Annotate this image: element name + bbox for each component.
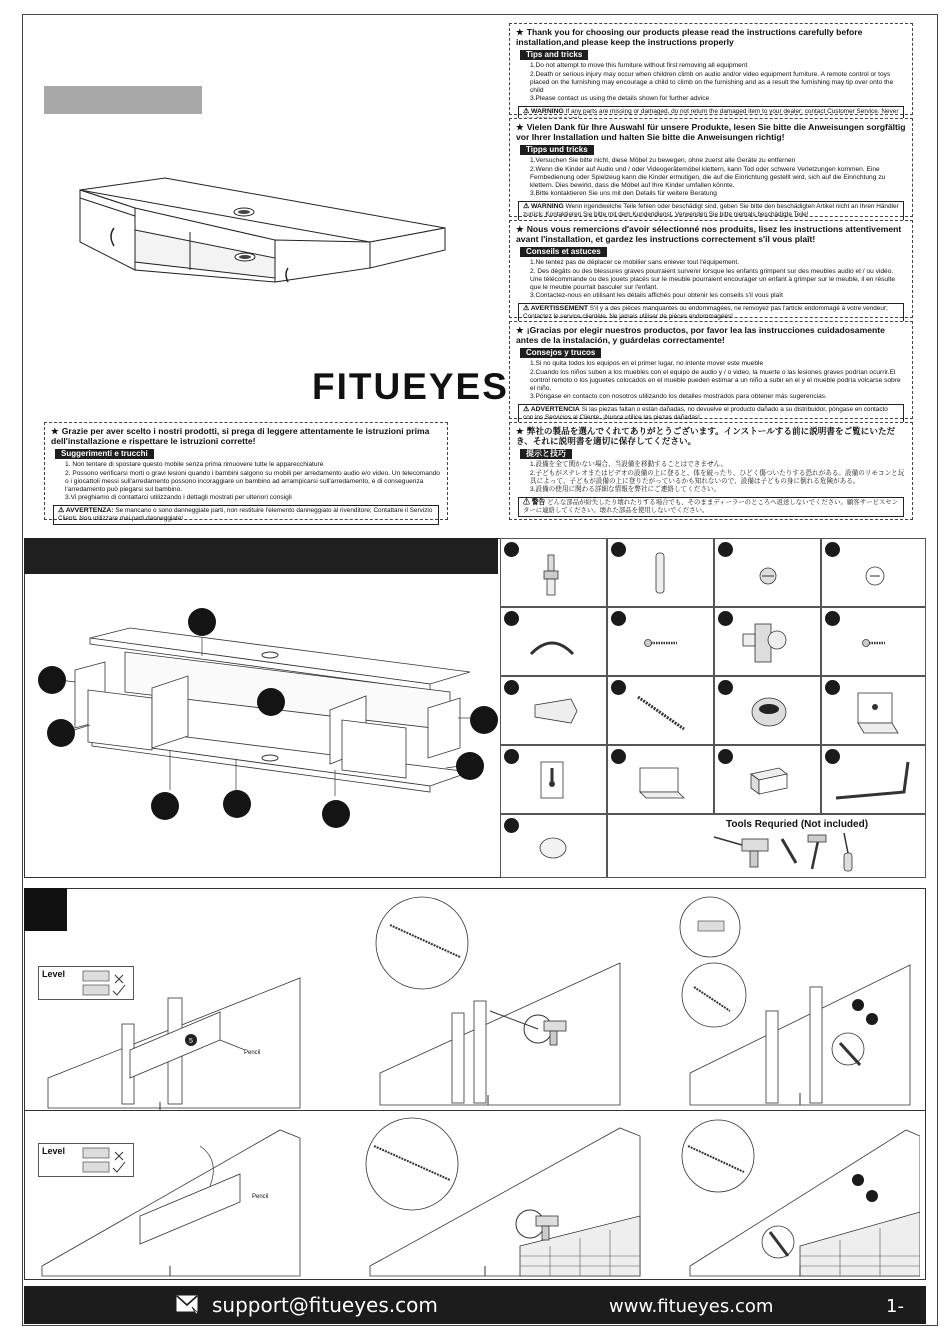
- notice-es: [509, 321, 913, 419]
- notice-it-warning: ⚠ AVVERTENZA: Se mancano o sono danneggiate parti, non restituire l'elemento danneggiato al rivenditore; Contattare il Servizio Clienti. Non utilizzare mai parti danneggiate!: [53, 505, 439, 525]
- notice-fr-item: 3.Contactez-nous en utilisant les détails affichés pour obtenir les conseils s'il vous plaît: [530, 292, 783, 299]
- step-marker: [24, 888, 67, 931]
- step2-drawing: [370, 895, 630, 1110]
- notice-en-tips-label: Tips and tricks: [520, 50, 588, 60]
- notice-de-item: 3.Bitte kontaktieren Sie uns mit den Details für weitere Beratung: [530, 190, 717, 197]
- step4-drawing: [30, 1116, 320, 1281]
- support-email-link[interactable]: support@fitueyes.com: [212, 1293, 438, 1317]
- footer-bar: [24, 1286, 926, 1324]
- notice-ja-item: 1.設備を全て関かない場合、当設備を移動することはできません。: [530, 461, 728, 468]
- part-hanger-plate: [500, 745, 607, 814]
- part-cam-lock: [714, 538, 821, 607]
- notice-ja-item: 2.子どもがステレオまたはビデオの設備の上に登ると、体を破ったり、ひどく傷ついたりする恐れがある。設備のリモコンと玩具によって、子どもが設備の上に登りたがっているかも知れないので、設備は子どもの身に倒れる危険がある。: [530, 469, 905, 485]
- notice-fr-item: 1.Ne tentez pas de déplacer ce mobilier sans enlever tout l'équipement.: [530, 259, 740, 266]
- notice-fr-item: 2. Des dégâts ou des blessures graves pourraient survenir lorsque les enfants grimpent sur des meubles audio et / ou vidéo. Une télécommande ou des jouets placés sur le meuble pourraient encourager un enfant à grimper sur le meuble, il en résulte que le meuble pourrait basculer sur l'enfant.: [530, 267, 896, 291]
- connector-block-icon: [745, 764, 791, 798]
- dowel-icon: [654, 551, 666, 597]
- notice-de-title: ★ Vielen Dank für Ihre Auswahl für unsere Produkte, lesen Sie bitte die Anweisungen sorgfältig vor Ihrer Installation und halten Sie bitte die Anweisungen richtig!: [516, 122, 906, 142]
- step1-pencil-label: Pencil: [244, 1050, 261, 1056]
- hanger-plate-icon: [537, 758, 567, 802]
- hinge-icon: [739, 618, 799, 668]
- warning-icon: ⚠: [523, 499, 530, 506]
- part-shelf-support: [607, 745, 714, 814]
- long-screw-icon: [634, 691, 690, 735]
- part-wall-anchor: [500, 676, 607, 745]
- warning-icon: ⚠: [58, 507, 65, 514]
- notice-ja: [509, 422, 913, 520]
- handle-icon: [527, 630, 577, 660]
- wall-anchor-icon: [531, 695, 581, 729]
- part-short-screw: [607, 607, 714, 676]
- notice-en-warning: ⚠ WARNING If any parts are missing or damaged, do not return the damaged item to your dealer; contact Customer Service. Never: [518, 106, 904, 126]
- notice-en-item: 1.Do not attempt to move this furniture without first removing all equipment: [530, 62, 748, 69]
- notice-de-tips-label: Tipps und tricks: [520, 145, 594, 155]
- step4-level-indicator: [38, 1143, 134, 1177]
- notice-es-item: 3.Póngase en contacto con nosotros utilizando los detalles mostrados para obtener más sugerencias.: [530, 393, 827, 400]
- callout-bottom-board: [223, 790, 251, 818]
- notice-ja-title: ★ 弊社の製品を選んでくれてありがとうございます。インストールする前に説明書をご覧にいただき、それに説明書を適切に保存してください。: [516, 426, 896, 446]
- notice-es-tips-label: Consejos y trucos: [520, 348, 601, 358]
- notice-es-item: 2.Cuando los niños suben a los muebles con el equipo de audio y / o video, la muerte o las lesiones graves podrían ocurrir.El control remoto o los juguetes colocados en el mueble pueden estimar a un niño a subir en el y el mueble podría volcarse sobre el niño.: [530, 368, 901, 392]
- warning-icon: ⚠: [523, 203, 530, 210]
- notice-it-title: ★ Grazie per aver scelto i nostri prodotti, si prega di leggere attentamente le istruzioni prima dell'installazione e rispettare le istruzioni corrette!: [51, 426, 430, 446]
- notice-ja-warning: ⚠ 警告 どんな部品が紛失したり壊れたりする場合でも、そのままディーラーのところへ返送しないでください。顧客サービスセンターに連絡してください。壊れた部品を使用しないでください。: [518, 497, 904, 517]
- brand-logo: FITUEYES: [312, 366, 509, 407]
- part-hinge: [714, 607, 821, 676]
- part-cable-grommet: [714, 676, 821, 745]
- allen-key-icon: [832, 754, 922, 808]
- level-check-icon: [81, 1146, 131, 1176]
- step6-drawing: [670, 1116, 920, 1281]
- hammer-icon: [808, 835, 826, 869]
- notice-de-warning: ⚠ WARNING Wenn irgendwelche Teile fehlen oder beschädigt sind, geben Sie bitte den beschädigten Artikel nicht an Ihren Händler zurück; Kontaktieren Sie bitte mit dem Kundendienst. Verwenden Sie bitte niemals beschädigte Teile!: [518, 201, 904, 221]
- cam-cover-icon: [862, 563, 888, 589]
- screw-icon: [644, 636, 680, 650]
- callout-left-panel: [47, 719, 75, 747]
- notice-de-item: 2.Wenn die Kinder auf Audio und / oder Videogerätemöbel klettern, kann Tod oder schwere Verletzungen kommen. Eine Fernbedienung oder Spielzeug kann die Kinder ermutigen, die auf die Einrichtung gestellt wird, sich auf die Einrichtung zu klettern. Dies bewirkt, dass die Möbel auf Ihre Kinder umfallen könnte.: [530, 165, 886, 189]
- page-number: 1-: [886, 1296, 904, 1317]
- step1-callout-number: 5: [189, 1038, 193, 1045]
- cam-bolt-icon: [541, 553, 561, 599]
- part-cam-bolt: [500, 538, 607, 607]
- l-bracket-icon: [852, 689, 900, 739]
- notice-en-title: ★ Thank you for choosing our products please read the instructions carefully before installation,and please keep the instructions properly: [516, 27, 863, 47]
- notice-de-item: 1.Versuchen Sie bitte nicht, diese Möbel zu bewegen, ohne zuerst alle Geräte zu entfernen: [530, 157, 796, 164]
- shelf-support-icon: [634, 762, 690, 802]
- drill-icon: [714, 837, 768, 867]
- parts-header-band: [24, 538, 498, 574]
- step1-level-indicator: [38, 966, 134, 1000]
- part-felt-pad: [500, 814, 607, 878]
- notice-en-item: 2.Death or serious injury may occur when children climb on audio and/or video equipment furniture. A remote control or toys placed on the furnishing may encourage a child to climb on the furnishing and as a result the furnishing may tip over onto the child: [530, 70, 894, 94]
- notice-it-tips-label: Suggerimenti e trucchi: [55, 449, 154, 459]
- warning-icon: ⚠: [523, 305, 530, 312]
- part-long-screw: [607, 676, 714, 745]
- callout-divider: [322, 800, 350, 828]
- part-allen-key: [821, 745, 926, 814]
- exploded-diagram: [30, 600, 498, 830]
- level-check-icon: [81, 969, 131, 999]
- step5-drawing: [350, 1116, 650, 1281]
- part-l-bracket: [821, 676, 926, 745]
- cam-lock-icon: [755, 563, 781, 589]
- felt-pad-icon: [537, 835, 569, 861]
- pencil-icon: [782, 839, 796, 863]
- part-connector-block: [714, 745, 821, 814]
- part-small-screw: [821, 607, 926, 676]
- small-screw-icon: [862, 636, 888, 650]
- part-dowel: [607, 538, 714, 607]
- mail-icon: [176, 1295, 200, 1315]
- tools-required-title: Tools Requried (Not included): [726, 819, 869, 830]
- notice-es-title: ★ ¡Gracias por elegir nuestros productos, por favor lea las instrucciones cuidadosamente antes de la instalación, y guárdelas correctamente!: [516, 325, 885, 345]
- notice-it-item: 3.Vi preghiamo di contattarci utilizzando i dettagli mostrati per ulteriori consigli: [65, 494, 292, 501]
- callout-back-panel: [257, 688, 285, 716]
- step4-pencil-label: Pencil: [252, 1194, 269, 1200]
- notice-it-item: 2. Possono verificarsi morti o gravi lesioni quando i bambini salgono su mobili per arredamento audio e/o video. Un telecomando o i giocattoli messi sull'arredamento possono incoraggiare un bambino ad arrampicarsi sull'arredamento, e di conseguenza l'arredamento può piegarsi sul bambino.: [65, 469, 440, 493]
- notice-ja-item: 3.設備の使用に関わる詳細な情報を弊社にご連絡してください。: [530, 486, 721, 493]
- notice-es-item: 1.Si no quita todos los equipos en el primer lugar, no intente mover este mueble: [530, 360, 764, 367]
- part-cam-cover: [821, 538, 926, 607]
- notice-fr-tips-label: Conseils et astuces: [520, 247, 607, 257]
- notice-fr-warning: ⚠ AVERTISSEMENT S'il y a des pièces manquantes ou endommagées, ne renvoyez pas l'article endommagé à votre vendeur; Contactez le service clientèle. Ne jamais utiliser de pièces endommagées!: [518, 303, 904, 323]
- steps-divider: [24, 1110, 926, 1111]
- notice-en-item: 3.Please contact us using the details shown for further advice: [530, 95, 710, 102]
- notice-en: [509, 23, 913, 115]
- notice-it-item: 1. Non tentare di spostare questo mobile senza prima rimuovere tutte le apparecchiature: [65, 461, 324, 468]
- notice-es-warning: ⚠ ADVERTENCIA Si las piezas faltan o están dañadas, no devuelve el producto dañado a su distribuidor, póngase en contacto con los Servicios al Cliente. ¡Nunca utilice las piezas dañadas!: [518, 404, 904, 424]
- notice-fr: [509, 220, 913, 318]
- level-label: Level: [42, 1146, 66, 1156]
- notice-fr-title: ★ Nous vous remercions d'avoir sélectionné nos produits, lisez les instructions attentivement avant l'installation, et gardez les instructions correctement s'il vous plaît!: [516, 224, 902, 244]
- tv-stand-illustration: [60, 170, 470, 310]
- tools-required-panel: [607, 814, 926, 878]
- website-link[interactable]: www.fitueyes.com: [609, 1296, 774, 1317]
- callout-top-board: [188, 608, 216, 636]
- notice-it: [44, 422, 448, 520]
- callout-right-side: [470, 706, 498, 734]
- notice-ja-tips-label: 提示と技巧: [520, 449, 572, 459]
- screwdriver-icon: [844, 833, 852, 871]
- part-handle: [500, 607, 607, 676]
- step3-drawing: [670, 895, 920, 1110]
- notice-de: [509, 118, 913, 217]
- tools-icons: [708, 831, 868, 877]
- hardware-parts-grid: [500, 538, 926, 878]
- callout-bottom-left: [151, 792, 179, 820]
- callout-left-side: [38, 666, 66, 694]
- grommet-icon: [749, 695, 789, 729]
- warning-icon: ⚠: [523, 108, 530, 115]
- level-label: Level: [42, 969, 66, 979]
- warning-icon: ⚠: [523, 406, 530, 413]
- callout-right-panel: [456, 752, 484, 780]
- model-label-placeholder: [44, 86, 202, 114]
